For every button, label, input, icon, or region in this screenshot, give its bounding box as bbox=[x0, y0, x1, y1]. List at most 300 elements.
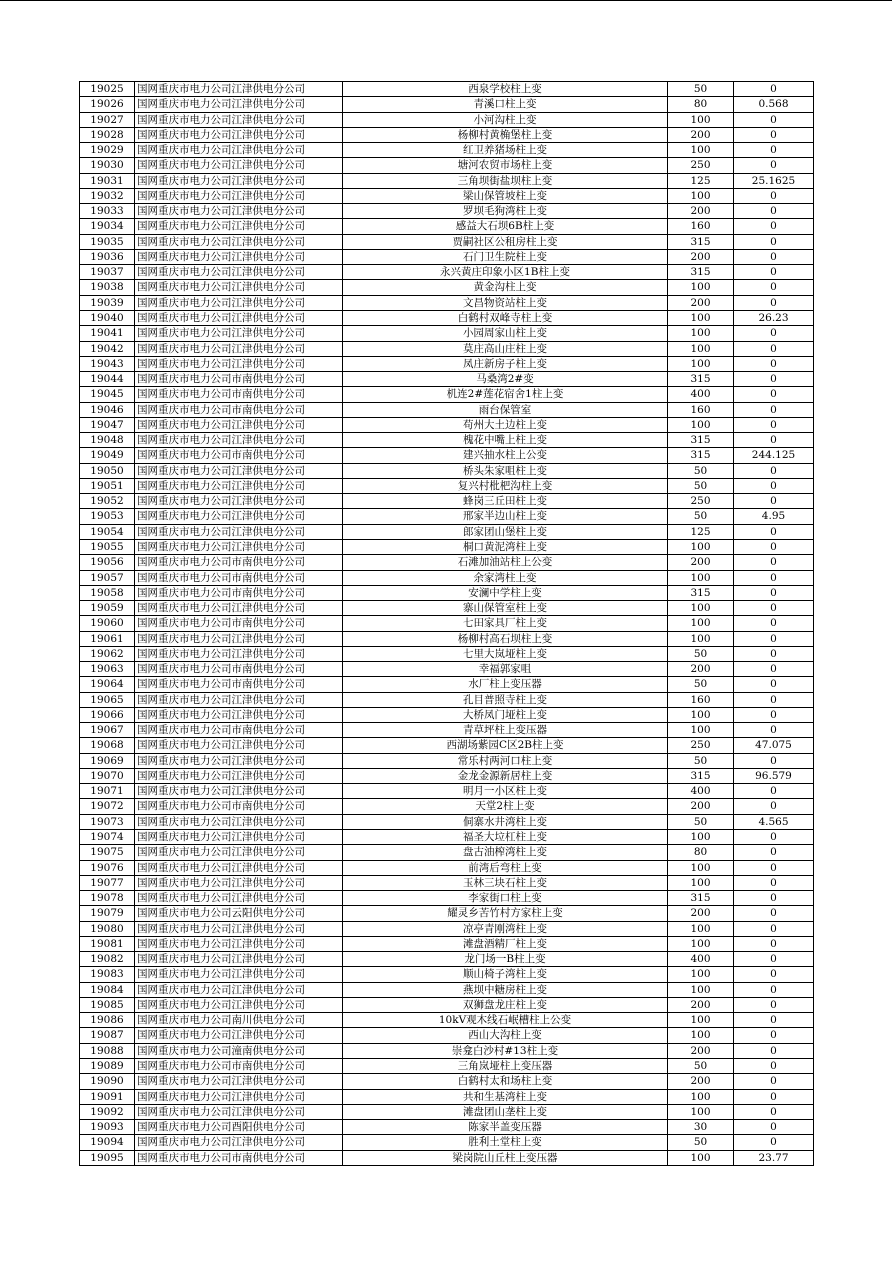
table-row bbox=[80, 448, 814, 463]
transformer-name-cell: 小河沟柱上变 bbox=[343, 112, 668, 127]
capacity-cell: 100 bbox=[668, 707, 734, 722]
value-cell: 0 bbox=[734, 799, 814, 814]
table-body bbox=[80, 82, 814, 1166]
row-id-cell: 19062 bbox=[80, 646, 135, 661]
capacity-cell: 125 bbox=[668, 173, 734, 188]
capacity-cell: 100 bbox=[668, 982, 734, 997]
value-cell: 0 bbox=[734, 1059, 814, 1074]
row-id-cell: 19033 bbox=[80, 204, 135, 219]
transformer-name-cell: 燕坝中糖房柱上变 bbox=[343, 982, 668, 997]
company-cell: 国网重庆市电力公司江津供电分公司 bbox=[135, 891, 343, 906]
capacity-cell: 160 bbox=[668, 219, 734, 234]
transformer-name-cell: 玉林三块石柱上变 bbox=[343, 875, 668, 890]
company-cell: 国网重庆市电力公司江津供电分公司 bbox=[135, 830, 343, 845]
company-cell: 国网重庆市电力公司市南供电分公司 bbox=[135, 448, 343, 463]
table-row bbox=[80, 891, 814, 906]
table-row bbox=[80, 906, 814, 921]
capacity-cell: 50 bbox=[668, 1135, 734, 1150]
capacity-cell: 100 bbox=[668, 1013, 734, 1028]
company-cell: 国网重庆市电力公司江津供电分公司 bbox=[135, 249, 343, 264]
value-cell: 0 bbox=[734, 1028, 814, 1043]
row-id-cell: 19086 bbox=[80, 1013, 135, 1028]
transformer-name-cell: 福圣大垃杠柱上变 bbox=[343, 830, 668, 845]
transformer-name-cell: 贾嗣社区公租房柱上变 bbox=[343, 234, 668, 249]
table-row bbox=[80, 387, 814, 402]
value-cell: 0 bbox=[734, 845, 814, 860]
value-cell: 0 bbox=[734, 830, 814, 845]
row-id-cell: 19055 bbox=[80, 539, 135, 554]
table-row bbox=[80, 509, 814, 524]
company-cell: 国网重庆市电力公司江津供电分公司 bbox=[135, 967, 343, 982]
row-id-cell: 19032 bbox=[80, 188, 135, 203]
company-cell: 国网重庆市电力公司江津供电分公司 bbox=[135, 433, 343, 448]
row-id-cell: 19081 bbox=[80, 936, 135, 951]
value-cell: 0 bbox=[734, 967, 814, 982]
company-cell: 国网重庆市电力公司江津供电分公司 bbox=[135, 173, 343, 188]
transformer-name-cell: 共和生基湾柱上变 bbox=[343, 1089, 668, 1104]
transformer-name-cell: 胜利土堂柱上变 bbox=[343, 1135, 668, 1150]
table-row bbox=[80, 845, 814, 860]
capacity-cell: 30 bbox=[668, 1120, 734, 1135]
company-cell: 国网重庆市电力公司江津供电分公司 bbox=[135, 784, 343, 799]
table-row bbox=[80, 646, 814, 661]
capacity-cell: 315 bbox=[668, 448, 734, 463]
capacity-cell: 50 bbox=[668, 677, 734, 692]
value-cell: 0 bbox=[734, 631, 814, 646]
capacity-cell: 100 bbox=[668, 417, 734, 432]
value-cell: 0 bbox=[734, 616, 814, 631]
capacity-cell: 100 bbox=[668, 280, 734, 295]
row-id-cell: 19063 bbox=[80, 662, 135, 677]
value-cell: 0 bbox=[734, 875, 814, 890]
transformer-name-cell: 石滩加油站柱上公变 bbox=[343, 555, 668, 570]
row-id-cell: 19075 bbox=[80, 845, 135, 860]
row-id-cell: 19051 bbox=[80, 478, 135, 493]
value-cell: 0 bbox=[734, 860, 814, 875]
company-cell: 国网重庆市电力公司江津供电分公司 bbox=[135, 478, 343, 493]
table-row bbox=[80, 1104, 814, 1119]
capacity-cell: 315 bbox=[668, 433, 734, 448]
capacity-cell: 200 bbox=[668, 249, 734, 264]
table-row bbox=[80, 97, 814, 112]
transformer-name-cell: 孔目普照寺柱上变 bbox=[343, 692, 668, 707]
table-row bbox=[80, 372, 814, 387]
table-row bbox=[80, 1150, 814, 1165]
row-id-cell: 19088 bbox=[80, 1043, 135, 1058]
value-cell: 0 bbox=[734, 326, 814, 341]
company-cell: 国网重庆市电力公司江津供电分公司 bbox=[135, 707, 343, 722]
transformer-name-cell: 三角岚垭柱上变压器 bbox=[343, 1059, 668, 1074]
transformer-name-cell: 双狮盘龙庄柱上变 bbox=[343, 997, 668, 1012]
transformer-name-cell: 龙门场一B柱上变 bbox=[343, 952, 668, 967]
table-row bbox=[80, 631, 814, 646]
capacity-cell: 250 bbox=[668, 738, 734, 753]
transformer-name-cell: 黄金沟柱上变 bbox=[343, 280, 668, 295]
table-row bbox=[80, 936, 814, 951]
company-cell: 国网重庆市电力公司市南供电分公司 bbox=[135, 662, 343, 677]
company-cell: 国网重庆市电力公司江津供电分公司 bbox=[135, 936, 343, 951]
capacity-cell: 100 bbox=[668, 188, 734, 203]
row-id-cell: 19036 bbox=[80, 249, 135, 264]
table-row bbox=[80, 982, 814, 997]
table-row bbox=[80, 310, 814, 325]
row-id-cell: 19048 bbox=[80, 433, 135, 448]
table-row bbox=[80, 1028, 814, 1043]
row-id-cell: 19057 bbox=[80, 570, 135, 585]
value-cell: 0 bbox=[734, 143, 814, 158]
row-id-cell: 19040 bbox=[80, 310, 135, 325]
company-cell: 国网重庆市电力公司江津供电分公司 bbox=[135, 219, 343, 234]
row-id-cell: 19039 bbox=[80, 295, 135, 310]
value-cell: 0 bbox=[734, 555, 814, 570]
company-cell: 国网重庆市电力公司市南供电分公司 bbox=[135, 387, 343, 402]
row-id-cell: 19049 bbox=[80, 448, 135, 463]
row-id-cell: 19056 bbox=[80, 555, 135, 570]
transformer-name-cell: 耀灵乡苦竹村方家柱上变 bbox=[343, 906, 668, 921]
capacity-cell: 100 bbox=[668, 921, 734, 936]
transformer-name-cell: 杨柳村高石坝柱上变 bbox=[343, 631, 668, 646]
company-cell: 国网重庆市电力公司市南供电分公司 bbox=[135, 677, 343, 692]
company-cell: 国网重庆市电力公司江津供电分公司 bbox=[135, 601, 343, 616]
company-cell: 国网重庆市电力公司江津供电分公司 bbox=[135, 97, 343, 112]
value-cell: 0 bbox=[734, 1120, 814, 1135]
company-cell: 国网重庆市电力公司市南供电分公司 bbox=[135, 570, 343, 585]
capacity-cell: 200 bbox=[668, 799, 734, 814]
table-row bbox=[80, 814, 814, 829]
capacity-cell: 100 bbox=[668, 1028, 734, 1043]
company-cell: 国网重庆市电力公司江津供电分公司 bbox=[135, 341, 343, 356]
capacity-cell: 100 bbox=[668, 616, 734, 631]
transformer-name-cell: 郎家团山堡柱上变 bbox=[343, 524, 668, 539]
capacity-cell: 100 bbox=[668, 310, 734, 325]
row-id-cell: 19053 bbox=[80, 509, 135, 524]
capacity-cell: 100 bbox=[668, 570, 734, 585]
value-cell: 0 bbox=[734, 372, 814, 387]
transformer-name-cell: 幸福郭家咀 bbox=[343, 662, 668, 677]
row-id-cell: 19044 bbox=[80, 372, 135, 387]
row-id-cell: 19069 bbox=[80, 753, 135, 768]
value-cell: 0 bbox=[734, 463, 814, 478]
transformer-name-cell: 水厂柱上变压器 bbox=[343, 677, 668, 692]
company-cell: 国网重庆市电力公司江津供电分公司 bbox=[135, 738, 343, 753]
row-id-cell: 19091 bbox=[80, 1089, 135, 1104]
row-id-cell: 19085 bbox=[80, 997, 135, 1012]
capacity-cell: 315 bbox=[668, 585, 734, 600]
value-cell: 0 bbox=[734, 662, 814, 677]
value-cell: 0 bbox=[734, 188, 814, 203]
transformer-name-cell: 白鹤村双峰寺柱上变 bbox=[343, 310, 668, 325]
capacity-cell: 100 bbox=[668, 1150, 734, 1165]
transformer-name-cell: 莫庄高山庄柱上变 bbox=[343, 341, 668, 356]
capacity-cell: 100 bbox=[668, 967, 734, 982]
value-cell: 0.568 bbox=[734, 97, 814, 112]
transformer-name-cell: 复兴村枇杷沟柱上变 bbox=[343, 478, 668, 493]
capacity-cell: 100 bbox=[668, 143, 734, 158]
value-cell: 0 bbox=[734, 417, 814, 432]
capacity-cell: 100 bbox=[668, 326, 734, 341]
company-cell: 国网重庆市电力公司江津供电分公司 bbox=[135, 326, 343, 341]
company-cell: 国网重庆市电力公司市南供电分公司 bbox=[135, 555, 343, 570]
value-cell: 0 bbox=[734, 1104, 814, 1119]
company-cell: 国网重庆市电力公司云阳供电分公司 bbox=[135, 906, 343, 921]
value-cell: 0 bbox=[734, 494, 814, 509]
capacity-cell: 200 bbox=[668, 1043, 734, 1058]
table-row bbox=[80, 127, 814, 142]
capacity-cell: 50 bbox=[668, 646, 734, 661]
capacity-cell: 160 bbox=[668, 692, 734, 707]
value-cell: 0 bbox=[734, 707, 814, 722]
capacity-cell: 200 bbox=[668, 906, 734, 921]
company-cell: 国网重庆市电力公司江津供电分公司 bbox=[135, 463, 343, 478]
company-cell: 国网重庆市电力公司江津供电分公司 bbox=[135, 1089, 343, 1104]
table-row bbox=[80, 402, 814, 417]
row-id-cell: 19030 bbox=[80, 158, 135, 173]
transformer-name-cell: 七田家具厂柱上变 bbox=[343, 616, 668, 631]
value-cell: 0 bbox=[734, 433, 814, 448]
value-cell: 244.125 bbox=[734, 448, 814, 463]
value-cell: 4.95 bbox=[734, 509, 814, 524]
row-id-cell: 19028 bbox=[80, 127, 135, 142]
company-cell: 国网重庆市电力公司江津供电分公司 bbox=[135, 143, 343, 158]
transformer-name-cell: 明月一小区柱上变 bbox=[343, 784, 668, 799]
table-row bbox=[80, 295, 814, 310]
row-id-cell: 19043 bbox=[80, 356, 135, 371]
row-id-cell: 19065 bbox=[80, 692, 135, 707]
transformer-name-cell: 西泉学校柱上变 bbox=[343, 82, 668, 97]
table-row bbox=[80, 158, 814, 173]
table-row bbox=[80, 799, 814, 814]
value-cell: 0 bbox=[734, 692, 814, 707]
transformer-name-cell: 雨台保管室 bbox=[343, 402, 668, 417]
capacity-cell: 125 bbox=[668, 524, 734, 539]
company-cell: 国网重庆市电力公司江津供电分公司 bbox=[135, 860, 343, 875]
capacity-cell: 315 bbox=[668, 891, 734, 906]
row-id-cell: 19027 bbox=[80, 112, 135, 127]
table-row bbox=[80, 1043, 814, 1058]
transformer-name-cell: 苟州大土边柱上变 bbox=[343, 417, 668, 432]
table-row bbox=[80, 570, 814, 585]
capacity-cell: 250 bbox=[668, 158, 734, 173]
row-id-cell: 19064 bbox=[80, 677, 135, 692]
table-row bbox=[80, 692, 814, 707]
transformer-name-cell: 小园周家山柱上变 bbox=[343, 326, 668, 341]
capacity-cell: 250 bbox=[668, 494, 734, 509]
table-row bbox=[80, 662, 814, 677]
table-row bbox=[80, 280, 814, 295]
value-cell: 4.565 bbox=[734, 814, 814, 829]
value-cell: 0 bbox=[734, 1074, 814, 1089]
table-row bbox=[80, 143, 814, 158]
company-cell: 国网重庆市电力公司市南供电分公司 bbox=[135, 616, 343, 631]
value-cell: 0 bbox=[734, 952, 814, 967]
row-id-cell: 19072 bbox=[80, 799, 135, 814]
table-row bbox=[80, 539, 814, 554]
company-cell: 国网重庆市电力公司南川供电分公司 bbox=[135, 1013, 343, 1028]
capacity-cell: 50 bbox=[668, 814, 734, 829]
company-cell: 国网重庆市电力公司潼南供电分公司 bbox=[135, 1043, 343, 1058]
value-cell: 0 bbox=[734, 295, 814, 310]
capacity-cell: 100 bbox=[668, 1089, 734, 1104]
value-cell: 0 bbox=[734, 1089, 814, 1104]
company-cell: 国网重庆市电力公司市南供电分公司 bbox=[135, 799, 343, 814]
row-id-cell: 19095 bbox=[80, 1150, 135, 1165]
company-cell: 国网重庆市电力公司江津供电分公司 bbox=[135, 1074, 343, 1089]
transformer-name-cell: 大桥凤门垭柱上变 bbox=[343, 707, 668, 722]
transformer-name-cell: 陈家半盖变压器 bbox=[343, 1120, 668, 1135]
table-row bbox=[80, 173, 814, 188]
row-id-cell: 19074 bbox=[80, 830, 135, 845]
capacity-cell: 200 bbox=[668, 204, 734, 219]
value-cell: 47.075 bbox=[734, 738, 814, 753]
company-cell: 国网重庆市电力公司江津供电分公司 bbox=[135, 127, 343, 142]
row-id-cell: 19038 bbox=[80, 280, 135, 295]
table-row bbox=[80, 478, 814, 493]
transformer-name-cell: 白鹤村太和场柱上变 bbox=[343, 1074, 668, 1089]
row-id-cell: 19073 bbox=[80, 814, 135, 829]
row-id-cell: 19052 bbox=[80, 494, 135, 509]
company-cell: 国网重庆市电力公司江津供电分公司 bbox=[135, 417, 343, 432]
value-cell: 0 bbox=[734, 127, 814, 142]
capacity-cell: 50 bbox=[668, 753, 734, 768]
company-cell: 国网重庆市电力公司江津供电分公司 bbox=[135, 524, 343, 539]
transformer-name-cell: 红卫养猪场柱上变 bbox=[343, 143, 668, 158]
capacity-cell: 100 bbox=[668, 601, 734, 616]
value-cell: 0 bbox=[734, 997, 814, 1012]
transformer-name-cell: 青草坪柱上变压器 bbox=[343, 723, 668, 738]
table-row bbox=[80, 234, 814, 249]
capacity-cell: 400 bbox=[668, 952, 734, 967]
row-id-cell: 19059 bbox=[80, 601, 135, 616]
capacity-cell: 315 bbox=[668, 234, 734, 249]
row-id-cell: 19068 bbox=[80, 738, 135, 753]
row-id-cell: 19077 bbox=[80, 875, 135, 890]
capacity-cell: 100 bbox=[668, 830, 734, 845]
row-id-cell: 19071 bbox=[80, 784, 135, 799]
row-id-cell: 19067 bbox=[80, 723, 135, 738]
table-row bbox=[80, 433, 814, 448]
company-cell: 国网重庆市电力公司江津供电分公司 bbox=[135, 295, 343, 310]
table-row bbox=[80, 112, 814, 127]
value-cell: 0 bbox=[734, 219, 814, 234]
company-cell: 国网重庆市电力公司市南供电分公司 bbox=[135, 1059, 343, 1074]
transformer-name-cell: 永兴黄庄印象小区1B柱上变 bbox=[343, 265, 668, 280]
row-id-cell: 19037 bbox=[80, 265, 135, 280]
value-cell: 0 bbox=[734, 585, 814, 600]
transformer-name-cell: 三角坝街盐坝柱上变 bbox=[343, 173, 668, 188]
company-cell: 国网重庆市电力公司江津供电分公司 bbox=[135, 280, 343, 295]
capacity-cell: 100 bbox=[668, 112, 734, 127]
value-cell: 0 bbox=[734, 646, 814, 661]
transformer-name-cell: 文昌物资站柱上变 bbox=[343, 295, 668, 310]
row-id-cell: 19084 bbox=[80, 982, 135, 997]
row-id-cell: 19093 bbox=[80, 1120, 135, 1135]
value-cell: 23.77 bbox=[734, 1150, 814, 1165]
transformer-name-cell: 罗坝毛狗湾柱上变 bbox=[343, 204, 668, 219]
transformer-name-cell: 杨柳村黄桷堡柱上变 bbox=[343, 127, 668, 142]
value-cell: 0 bbox=[734, 906, 814, 921]
capacity-cell: 100 bbox=[668, 875, 734, 890]
value-cell: 0 bbox=[734, 539, 814, 554]
value-cell: 26.23 bbox=[734, 310, 814, 325]
value-cell: 0 bbox=[734, 82, 814, 97]
capacity-cell: 100 bbox=[668, 539, 734, 554]
company-cell: 国网重庆市电力公司江津供电分公司 bbox=[135, 82, 343, 97]
capacity-cell: 200 bbox=[668, 1074, 734, 1089]
transformer-name-cell: 侗寨水井湾柱上变 bbox=[343, 814, 668, 829]
row-id-cell: 19026 bbox=[80, 97, 135, 112]
capacity-cell: 400 bbox=[668, 784, 734, 799]
row-id-cell: 19041 bbox=[80, 326, 135, 341]
transformer-name-cell: 滩盘酒精厂柱上变 bbox=[343, 936, 668, 951]
capacity-cell: 200 bbox=[668, 997, 734, 1012]
table-row bbox=[80, 952, 814, 967]
table-row bbox=[80, 524, 814, 539]
value-cell: 25.1625 bbox=[734, 173, 814, 188]
company-cell: 国网重庆市电力公司江津供电分公司 bbox=[135, 997, 343, 1012]
table-row bbox=[80, 219, 814, 234]
value-cell: 0 bbox=[734, 723, 814, 738]
transformer-name-cell: 梁山保管坡柱上变 bbox=[343, 188, 668, 203]
company-cell: 国网重庆市电力公司江津供电分公司 bbox=[135, 204, 343, 219]
capacity-cell: 50 bbox=[668, 82, 734, 97]
value-cell: 0 bbox=[734, 204, 814, 219]
company-cell: 国网重庆市电力公司江津供电分公司 bbox=[135, 921, 343, 936]
table-row bbox=[80, 1135, 814, 1150]
page-top-border bbox=[0, 0, 892, 1]
transformer-name-cell: 塘河农贸市场柱上变 bbox=[343, 158, 668, 173]
table-row bbox=[80, 82, 814, 97]
transformer-table bbox=[79, 81, 814, 1166]
value-cell: 0 bbox=[734, 524, 814, 539]
value-cell: 0 bbox=[734, 265, 814, 280]
transformer-name-cell: 感益大石坝6B柱上变 bbox=[343, 219, 668, 234]
transformer-name-cell: 青溪口柱上变 bbox=[343, 97, 668, 112]
row-id-cell: 19025 bbox=[80, 82, 135, 97]
table-row bbox=[80, 463, 814, 478]
table-row bbox=[80, 768, 814, 783]
value-cell: 0 bbox=[734, 478, 814, 493]
table-row bbox=[80, 738, 814, 753]
value-cell: 0 bbox=[734, 112, 814, 127]
company-cell: 国网重庆市电力公司江津供电分公司 bbox=[135, 234, 343, 249]
capacity-cell: 100 bbox=[668, 936, 734, 951]
table-row bbox=[80, 875, 814, 890]
company-cell: 国网重庆市电力公司市南供电分公司 bbox=[135, 585, 343, 600]
company-cell: 国网重庆市电力公司江津供电分公司 bbox=[135, 982, 343, 997]
company-cell: 国网重庆市电力公司江津供电分公司 bbox=[135, 753, 343, 768]
company-cell: 国网重庆市电力公司江津供电分公司 bbox=[135, 814, 343, 829]
transformer-name-cell: 梁岗院山丘柱上变压器 bbox=[343, 1150, 668, 1165]
row-id-cell: 19066 bbox=[80, 707, 135, 722]
company-cell: 国网重庆市电力公司江津供电分公司 bbox=[135, 112, 343, 127]
transformer-name-cell: 凤庄新房子柱上变 bbox=[343, 356, 668, 371]
row-id-cell: 19061 bbox=[80, 631, 135, 646]
value-cell: 0 bbox=[734, 1013, 814, 1028]
row-id-cell: 19089 bbox=[80, 1059, 135, 1074]
company-cell: 国网重庆市电力公司江津供电分公司 bbox=[135, 1028, 343, 1043]
table-row bbox=[80, 326, 814, 341]
transformer-name-cell: 余家湾柱上变 bbox=[343, 570, 668, 585]
value-cell: 0 bbox=[734, 234, 814, 249]
row-id-cell: 19034 bbox=[80, 219, 135, 234]
table-row bbox=[80, 204, 814, 219]
company-cell: 国网重庆市电力公司江津供电分公司 bbox=[135, 692, 343, 707]
value-cell: 0 bbox=[734, 753, 814, 768]
table-row bbox=[80, 1074, 814, 1089]
row-id-cell: 19060 bbox=[80, 616, 135, 631]
value-cell: 0 bbox=[734, 921, 814, 936]
capacity-cell: 200 bbox=[668, 295, 734, 310]
